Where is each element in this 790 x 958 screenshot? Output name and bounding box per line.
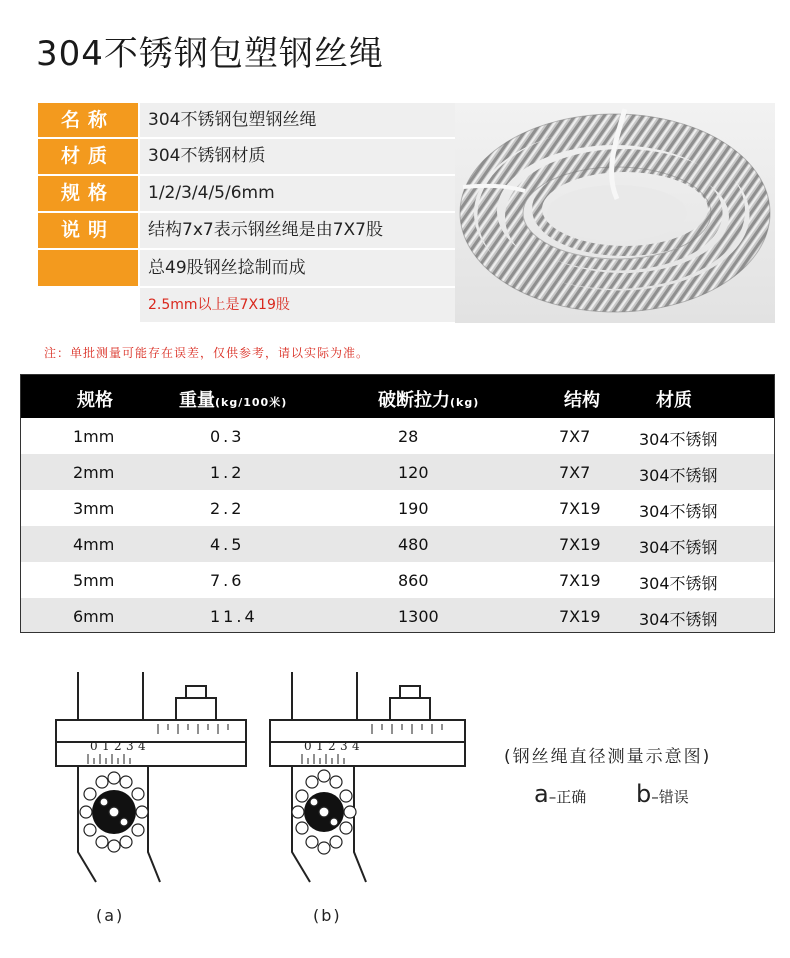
cell-material: 304不锈钢 bbox=[639, 574, 718, 593]
spec-label-blank bbox=[38, 250, 138, 286]
cell-size: 5mm bbox=[73, 571, 115, 590]
cell-weight: 0.3 bbox=[210, 427, 245, 446]
cell-size: 3mm bbox=[73, 499, 115, 518]
cell-weight: 2.2 bbox=[210, 499, 245, 518]
table-row bbox=[21, 598, 774, 633]
diagram-legend-title: (钢丝绳直径测量示意图) bbox=[504, 747, 712, 767]
spec-value-name: 304不锈钢包塑钢丝绳 bbox=[140, 103, 455, 137]
cell-structure: 7X19 bbox=[559, 535, 601, 554]
page-title: 304不锈钢包塑钢丝绳 bbox=[36, 34, 384, 74]
table-row bbox=[21, 418, 774, 454]
scale-digit: 3 bbox=[126, 739, 134, 753]
legend-correct bbox=[534, 780, 586, 808]
header-tension-label: 破断拉力 bbox=[378, 390, 450, 411]
spec-value-desc-line2: 总49股钢丝捻制而成 bbox=[140, 250, 455, 286]
scale-digit: 0 bbox=[304, 739, 312, 753]
legend-wrong bbox=[636, 780, 689, 808]
spec-value-size: 1/2/3/4/5/6mm bbox=[140, 176, 455, 211]
disclaimer-note: 注：单批测量可能存在误差，仅供参考，请以实际为准。 bbox=[44, 346, 370, 360]
table-row bbox=[21, 454, 774, 490]
cell-tension: 190 bbox=[398, 499, 429, 518]
scale-digit: 2 bbox=[114, 739, 122, 753]
spec-table bbox=[20, 374, 775, 633]
scale-digit: 1 bbox=[102, 739, 110, 753]
cell-weight: 11.4 bbox=[210, 607, 258, 626]
caliper-diagram-correct bbox=[48, 672, 248, 902]
scale-digit: 4 bbox=[352, 739, 360, 753]
cell-structure: 7X19 bbox=[559, 607, 601, 626]
cell-tension: 28 bbox=[398, 427, 419, 446]
caliper-diagram-wrong bbox=[262, 672, 467, 902]
header-size: 规格 bbox=[77, 390, 113, 411]
cell-tension: 480 bbox=[398, 535, 429, 554]
header-tension-unit: (kg) bbox=[450, 396, 480, 409]
wire-rope-photo bbox=[455, 103, 775, 323]
spec-value-desc-line3: 2.5mm以上是7X19股 bbox=[140, 288, 455, 322]
cell-material: 304不锈钢 bbox=[639, 610, 718, 629]
table-row bbox=[21, 490, 774, 526]
header-material: 材质 bbox=[656, 390, 692, 411]
table-header bbox=[21, 375, 774, 418]
header-tension bbox=[378, 386, 479, 412]
legend-b-text: –错误 bbox=[651, 788, 689, 806]
legend-a-text: –正确 bbox=[548, 788, 587, 806]
caption-b: (b) bbox=[313, 906, 342, 925]
scale-digit: 1 bbox=[316, 739, 324, 753]
cell-size: 1mm bbox=[73, 427, 115, 446]
scale-digit: 2 bbox=[328, 739, 336, 753]
cell-structure: 7X19 bbox=[559, 499, 601, 518]
legend-a-letter: a bbox=[534, 780, 549, 808]
scale-digit: 3 bbox=[340, 739, 348, 753]
spec-label-material: 材质 bbox=[38, 139, 138, 174]
cell-material: 304不锈钢 bbox=[639, 538, 718, 557]
cell-tension: 1300 bbox=[398, 607, 439, 626]
table-row bbox=[21, 562, 774, 598]
cell-tension: 860 bbox=[398, 571, 429, 590]
table-row bbox=[21, 526, 774, 562]
scale-digit: 4 bbox=[138, 739, 146, 753]
cell-tension: 120 bbox=[398, 463, 429, 482]
cell-weight: 1.2 bbox=[210, 463, 245, 482]
header-weight bbox=[179, 386, 287, 412]
cell-structure: 7X7 bbox=[559, 463, 591, 482]
cell-material: 304不锈钢 bbox=[639, 466, 718, 485]
cell-structure: 7X7 bbox=[559, 427, 591, 446]
spec-label-desc: 说明 bbox=[38, 213, 138, 248]
spec-label-name: 名称 bbox=[38, 103, 138, 137]
cell-size: 2mm bbox=[73, 463, 115, 482]
cell-weight: 4.5 bbox=[210, 535, 245, 554]
header-structure: 结构 bbox=[564, 390, 600, 411]
header-weight-label: 重量 bbox=[179, 390, 215, 411]
spec-label-size: 规格 bbox=[38, 176, 138, 211]
legend-b-letter: b bbox=[636, 780, 652, 808]
cell-material: 304不锈钢 bbox=[639, 430, 718, 449]
cell-weight: 7.6 bbox=[210, 571, 245, 590]
caption-a: (a) bbox=[96, 906, 125, 925]
cell-structure: 7X19 bbox=[559, 571, 601, 590]
cell-size: 6mm bbox=[73, 607, 115, 626]
spec-value-material: 304不锈钢材质 bbox=[140, 139, 455, 174]
spec-value-desc-line1: 结构7x7表示钢丝绳是由7X7股 bbox=[140, 213, 455, 248]
cell-size: 4mm bbox=[73, 535, 115, 554]
cell-material: 304不锈钢 bbox=[639, 502, 718, 521]
scale-digit: 0 bbox=[90, 739, 98, 753]
header-weight-unit: (kg/100米) bbox=[215, 396, 288, 409]
